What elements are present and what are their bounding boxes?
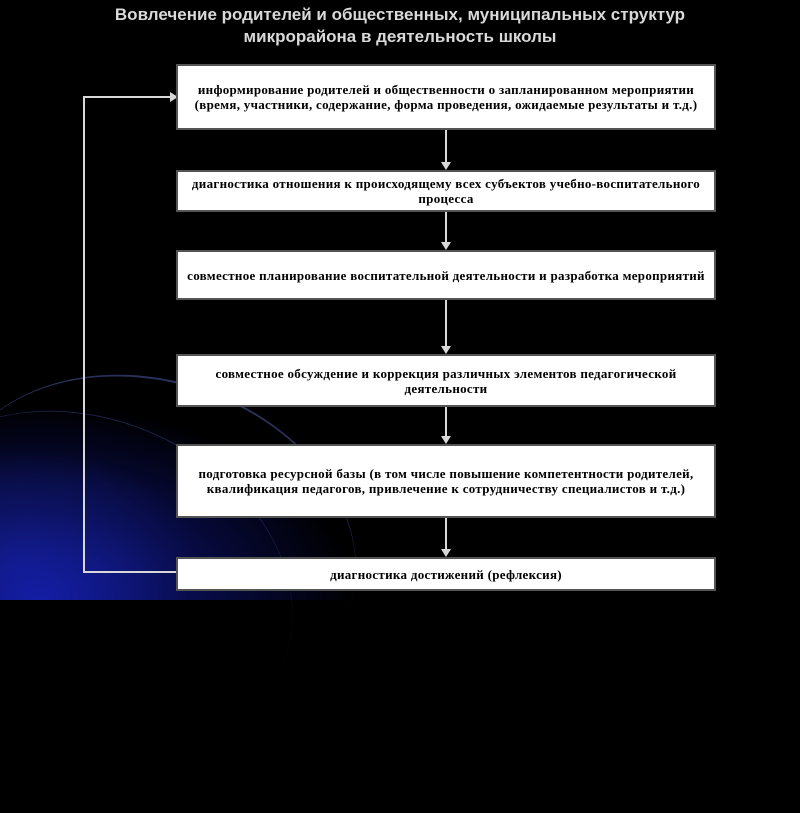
step-3-text: совместное планирование воспитательной деятельности и разработка мероприятий bbox=[187, 267, 705, 283]
arrowhead bbox=[441, 162, 451, 170]
title-line-1: Вовлечение родителей и общественных, муниципальных структур bbox=[114, 5, 686, 24]
step-6-text: диагностика достижений (рефлексия) bbox=[330, 566, 562, 582]
arrowhead bbox=[441, 549, 451, 557]
feedback-loop-line bbox=[84, 97, 176, 572]
arrowhead bbox=[441, 242, 451, 250]
step-2-text: диагностика отношения к происходящему всех субъектов учебно-воспитательного процесса bbox=[191, 176, 701, 206]
title-line-2: микрорайона в деятельность школы bbox=[243, 27, 557, 46]
step-5-text: подготовка ресурсной базы (в том числе повышение компетентности родителей, квалификация педагогов, привлечение к сотрудничеству специалистов и т.д.) bbox=[198, 466, 694, 496]
step-4-box bbox=[176, 354, 716, 407]
step-1-box bbox=[176, 64, 716, 130]
arrowhead bbox=[441, 436, 451, 444]
arrowhead bbox=[441, 346, 451, 354]
step-1-text: информирование родителей и общественности о запланированном мероприятии (время, участники, содержание, форма проведения, ожидаемые результаты и т.д.) bbox=[194, 82, 698, 112]
step-4-text: совместное обсуждение и коррекция различных элементов педагогической деятельности bbox=[215, 365, 677, 396]
step-2-box bbox=[176, 170, 716, 212]
step-6-box bbox=[176, 557, 716, 591]
step-3-box bbox=[176, 250, 716, 300]
step-5-box bbox=[176, 444, 716, 518]
